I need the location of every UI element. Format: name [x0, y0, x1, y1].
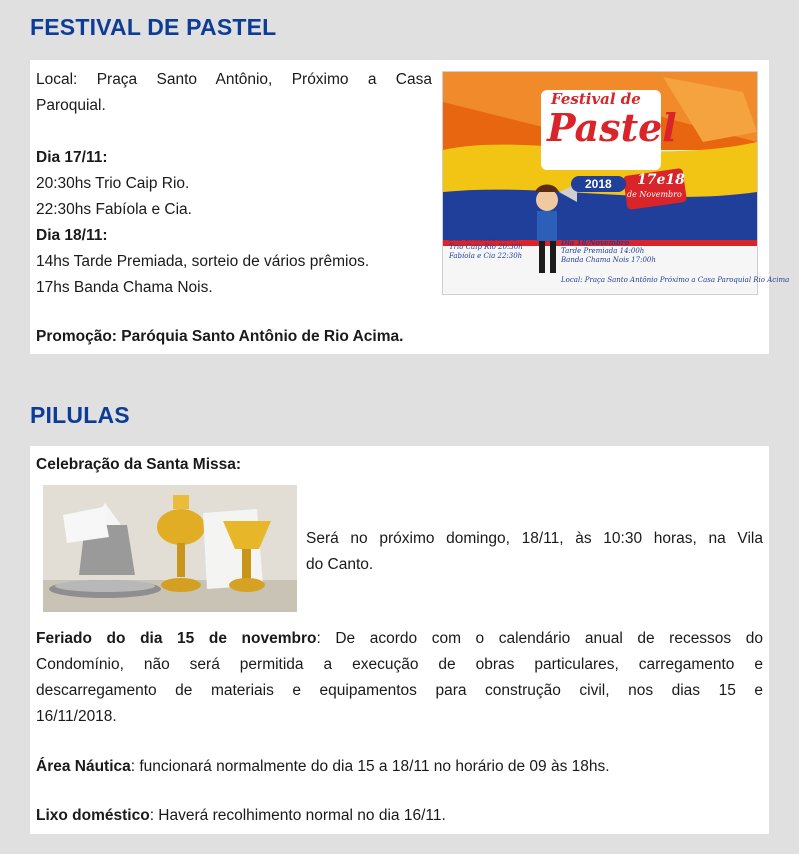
missa-heading: Celebração da Santa Missa: [36, 456, 242, 473]
poster-local: Local: Praça Santo Antônio Próximo a Casa Paroquial Rio Acima [561, 276, 790, 284]
chalice-artwork [43, 485, 297, 612]
day1-item-2: 22:30hs Fabíola e Cia. [36, 201, 192, 218]
promotion-text: Promoção: Paróquia Santo Antônio de Rio Acima. [36, 328, 404, 345]
day2-heading: Dia 18/11: [36, 227, 108, 244]
local-line-1: Local: Praça Santo Antônio, Próximo a Casa [36, 71, 432, 88]
day1-heading: Dia 17/11: [36, 149, 108, 166]
feriado-text-1: : De acordo com o calendário anual de recessos do [316, 630, 763, 647]
day1-item-1: 20:30hs Trio Caip Rio. [36, 175, 190, 192]
poster-title-top: Festival de [551, 90, 641, 108]
festival-card [30, 60, 790, 354]
poster-day2-line-2: Banda Chama Nois 17:00h [561, 256, 656, 264]
missa-line-2: do Canto. [306, 556, 374, 573]
poster-day2-heading: Dia 18/Novembro [561, 238, 630, 247]
feriado-line-2: Condomínio, não será permitida a execução de obras particulares, carregamento e [36, 656, 763, 673]
poster-day1-block [449, 234, 523, 261]
poster-dates-line2: de Novembro [627, 190, 682, 199]
lixo-text: : Haverá recolhimento normal no dia 16/11. [149, 807, 446, 824]
missa-line-1: Será no próximo domingo, 18/11, às 10:30 horas, na Vila [306, 530, 763, 547]
poster-year: 2018 [571, 176, 626, 192]
feriado-heading: Feriado do dia 15 de novembro [36, 630, 317, 647]
lixo-heading: Lixo doméstico [36, 807, 150, 824]
feriado-line-1 [36, 626, 763, 652]
poster-day1-heading: Dia 17/Novembro [449, 234, 518, 243]
lixo-paragraph [36, 803, 446, 829]
festival-poster-image [442, 71, 790, 295]
nautica-paragraph [36, 754, 610, 780]
nautica-heading: Área Náutica [36, 758, 131, 775]
poster-day2-line-1: Tarde Premiada 14:00h [561, 247, 645, 255]
poster-day1-line-1: Trio Caip Rio 20:30h [449, 243, 523, 251]
poster-day2-block [561, 238, 656, 265]
festival-heading: FESTIVAL DE PASTEL [30, 14, 277, 40]
pilulas-heading: PILULAS [30, 402, 130, 428]
poster-day1-line-2: Fabíola e Cia 22:30h [449, 252, 523, 260]
poster-dates-line1: 17e18 [637, 172, 685, 188]
mass-chalice-photo [43, 485, 297, 612]
local-line-2: Paroquial. [36, 97, 106, 114]
nautica-text: : funcionará normalmente do dia 15 a 18/11 no horário de 09 às 18hs. [130, 758, 610, 775]
feriado-line-4: 16/11/2018. [36, 708, 117, 725]
poster-title-main: Pastel [547, 105, 677, 150]
pilulas-card [30, 446, 769, 834]
day2-item-2: 17hs Banda Chama Nois. [36, 279, 213, 296]
feriado-line-3: descarregamento de materiais e equipamentos para construção civil, nos dias 15 e [36, 682, 763, 699]
day2-item-1: 14hs Tarde Premiada, sorteio de vários prêmios. [36, 253, 370, 270]
